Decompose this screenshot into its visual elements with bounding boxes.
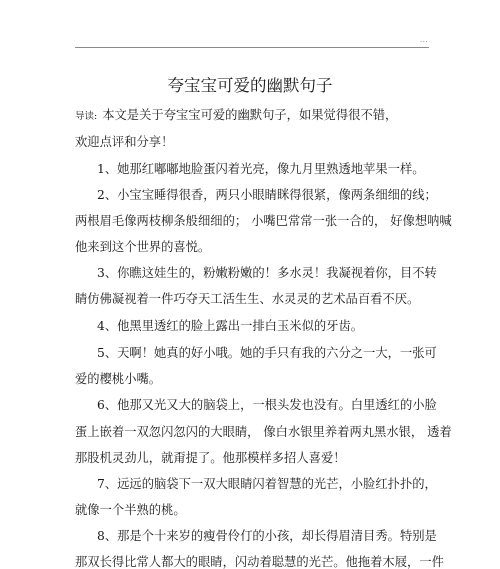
body-line: 蛋上嵌着一双忽闪忽闪的大眼睛， 像白水银里养着两丸黑水银， 透着 [75, 425, 452, 439]
body-line: 那股机灵劲儿，就甭提了。他那模样多招人喜爱！ [75, 451, 346, 465]
body-line: 那双长得比常人都大的眼睛，闪动着聪慧的光芒。他拖着木屐，一件 [75, 555, 444, 569]
intro-line-2: 欢迎点评和分享！ [75, 135, 174, 149]
body-line: 他来到这个世界的喜悦。 [75, 240, 211, 254]
header-rule [75, 47, 429, 48]
body-line: 4、他黑里透红的脸上露出一排白玉米似的牙齿。 [97, 319, 364, 333]
intro-line-1 [75, 108, 397, 124]
intro-label: 导读: [75, 111, 98, 122]
body-line: 3、你瞧这娃生的，粉嫩粉嫩的！多水灵！我凝视着你，目不转 [97, 266, 437, 280]
body-line: 1、她那红嘟嘟地脸蛋闪着光亮，像九月里熟透地苹果一样。 [97, 162, 425, 176]
body-line: 7、远远的脑袋下一双大眼睛闪着智慧的光芒，小脸红扑扑的， [97, 477, 437, 491]
body-line: 就像一个半熟的桃。 [75, 503, 186, 517]
body-line: 8、那是个十来岁的瘦骨伶仃的小孩，却长得眉清目秀。特别是 [97, 529, 437, 543]
body-line: 6、他那又光又大的脑袋上，一根头发也没有。白里透红的小脸 [97, 398, 437, 412]
page-marker: ... [420, 36, 429, 44]
body-line: 爱的樱桃小嘴。 [75, 372, 162, 386]
body-line: 睛仿佛凝视着一件巧夺天工活生生、水灵灵的艺术品百看不厌。 [75, 292, 420, 306]
intro-text-1: 本文是关于夸宝宝可爱的幽默句子，如果觉得很不错， [102, 108, 398, 122]
document-title: 夸宝宝可爱的幽默句子 [167, 76, 333, 95]
body-line: 两根眉毛像两枝柳条般细细的； 小嘴巴常常一张一合的， 好像想呐喊 [75, 214, 452, 228]
body-line: 2、小宝宝睡得很香，两只小眼睛眯得很紧，像两条细细的线； [97, 188, 437, 202]
body-line: 5、天啊！她真的好小哦。她的手只有我的六分之一大，一张可 [97, 346, 437, 360]
